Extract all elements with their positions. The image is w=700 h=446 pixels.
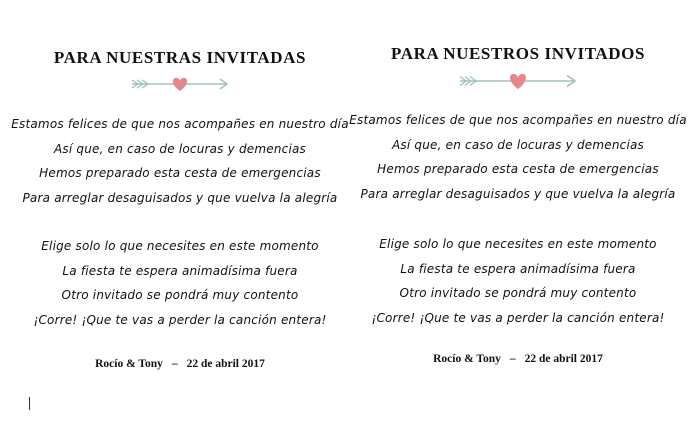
verse-line: ¡Corre! ¡Que te vas a perder la canción entera!	[33, 312, 327, 327]
text-cursor[interactable]	[29, 397, 30, 410]
card-invitados	[336, 0, 700, 446]
verse-line: Estamos felices de que nos acompañes en nuestro día	[349, 113, 687, 127]
verse-line: Elige solo lo que necesites en este momento	[379, 237, 657, 251]
stanza-1	[0, 112, 360, 210]
verse-line: Estamos felices de que nos acompañes en nuestro día	[11, 117, 349, 131]
stanza-2	[0, 234, 360, 332]
signature-separator: –	[509, 353, 516, 365]
verse-line: La fiesta te espera animadísima fuera	[400, 261, 636, 276]
verse-line: Hemos preparado esta cesta de emergencias	[39, 166, 321, 180]
verse-line: Otro invitado se pondrá muy contento	[399, 286, 637, 300]
verse-line: Así que, en caso de locuras y demencias	[54, 141, 306, 156]
signature-date: 22 de abril 2017	[524, 353, 603, 365]
arrow-heart-icon	[458, 70, 578, 96]
verse-line: La fiesta te espera animadísima fuera	[62, 263, 298, 278]
verse-line: Otro invitado se pondrá muy contento	[61, 288, 299, 302]
verse-line: Así que, en caso de locuras y demencias	[392, 137, 644, 152]
verse-line: ¡Corre! ¡Que te vas a perder la canción entera!	[371, 310, 665, 325]
stanza-2	[336, 232, 700, 330]
signature	[336, 353, 700, 365]
signature	[0, 358, 360, 370]
signature-separator: –	[171, 358, 178, 370]
signature-names: Rocío & Tony	[95, 358, 163, 370]
card-title: PARA NUESTROS INVITADOS	[390, 44, 646, 63]
signature-date: 22 de abril 2017	[186, 358, 265, 370]
signature-names: Rocío & Tony	[433, 353, 501, 365]
verse-line: Para arreglar desaguisados y que vuelva la alegría	[22, 190, 338, 205]
verse-line: Para arreglar desaguisados y que vuelva la alegría	[360, 186, 676, 201]
card-title: PARA NUESTRAS INVITADAS	[53, 48, 307, 67]
verse-line: Elige solo lo que necesites en este momento	[41, 239, 319, 253]
stanza-1	[336, 108, 700, 206]
arrow-heart-icon	[130, 74, 230, 98]
verse-line: Hemos preparado esta cesta de emergencias	[377, 162, 659, 176]
